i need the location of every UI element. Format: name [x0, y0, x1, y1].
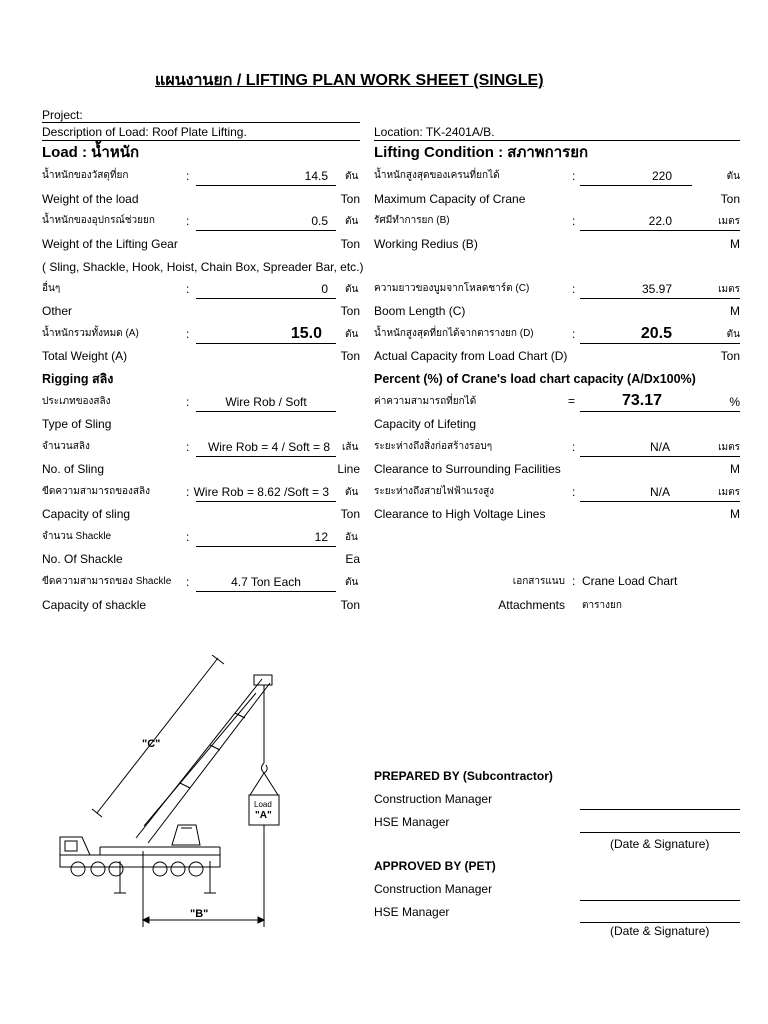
signature-line — [580, 900, 740, 901]
sling-type-label-th: ประเภทของสลิง — [42, 396, 111, 407]
rigging-heading: Rigging สลิง — [42, 372, 114, 386]
sling-count-value: Wire Rob = 4 / Soft = 8 — [207, 440, 330, 454]
unit-th: เมตร — [718, 284, 740, 295]
prepared-cm-label: Construction Manager — [374, 792, 493, 806]
unit-th: ตัน — [345, 216, 359, 227]
max-capacity-label-th: น้ำหนักสูงสุดของเครนที่ยกได้ — [374, 170, 500, 181]
divider — [374, 140, 740, 141]
equals-sign: = — [568, 394, 576, 408]
crane-illustration — [40, 655, 340, 935]
unit-en: Ton — [720, 349, 740, 363]
unit-en: M — [730, 237, 740, 251]
percent-unit: % — [729, 395, 740, 409]
unit-en: Ton — [340, 192, 360, 206]
unit-th: ตัน — [345, 487, 359, 498]
unit-th: ตัน — [726, 329, 740, 340]
shackle-capacity-label-th: ขีดความสามารถของ Shackle — [42, 576, 172, 587]
load-heading: Load : น้ำหนัก — [42, 144, 140, 161]
percent-heading: Percent (%) of Crane's load chart capacity (A/Dx100%) — [374, 372, 696, 386]
signature-line — [580, 809, 740, 810]
attachments-value: Crane Load Chart — [582, 574, 678, 588]
clearance-facilities-label-th: ระยะห่างถึงสิ่งก่อสร้างรอบๆ — [374, 441, 493, 452]
page-title: แผนงานยก / LIFTING PLAN WORK SHEET (SINGLE) — [155, 72, 544, 89]
signature-line — [580, 922, 740, 923]
unit-th: อัน — [345, 532, 358, 543]
clearance-voltage-label-th: ระยะห่างถึงสายไฟฟ้าแรงสูง — [374, 486, 495, 497]
unit-en: M — [730, 462, 740, 476]
prepared-hse-label: HSE Manager — [374, 815, 450, 829]
shackle-count-label: No. Of Shackle — [42, 552, 123, 566]
load-weight-label: Weight of the load — [42, 192, 139, 206]
percent-label: Capacity of Lifeting — [374, 417, 477, 431]
other-value: 0 — [321, 282, 328, 296]
working-radius-value: 22.0 — [648, 214, 672, 228]
unit-en: M — [730, 507, 740, 521]
unit-en: Ton — [340, 507, 360, 521]
unit-en: Ton — [340, 349, 360, 363]
sling-type-label: Type of Sling — [42, 417, 112, 431]
unit-th: เส้น — [342, 442, 359, 453]
clearance-voltage-value: N/A — [649, 485, 670, 499]
load-weight-value: 14.5 — [304, 169, 328, 183]
unit-en: M — [730, 304, 740, 318]
load-box-label: Load — [254, 800, 272, 809]
gear-weight-label-th: น้ำหนักของอุปกรณ์ช่วยยก — [42, 215, 155, 226]
total-label-th: น้ำหนักรวมทั้งหมด (A) — [42, 328, 139, 339]
unit-en: Ton — [340, 304, 360, 318]
unit-th: ตัน — [345, 577, 359, 588]
unit-en: Ton — [340, 598, 360, 612]
sling-capacity-value: Wire Rob = 8.62 /Soft = 3 — [193, 485, 329, 499]
boom-length-label-th: ความยาวของบูมจากโหลดชาร์ต (C) — [374, 283, 530, 294]
prepared-heading: PREPARED BY (Subcontractor) — [374, 769, 553, 783]
unit-en: Ton — [720, 192, 740, 206]
divider — [42, 140, 360, 141]
clearance-facilities-label: Clearance to Surrounding Facilities — [374, 462, 561, 476]
gear-weight-value: 0.5 — [311, 214, 328, 228]
shackle-count-label-th: จำนวน Shackle — [42, 531, 112, 542]
gear-weight-label: Weight of the Lifting Gear — [42, 237, 178, 251]
label-c: "C" — [142, 738, 161, 750]
unit-en: Line — [337, 462, 360, 476]
actual-capacity-label-th: น้ำหนักสูงสุดที่ยกได้จากตารางยก (D) — [374, 328, 534, 339]
unit-en: Ea — [345, 552, 360, 566]
approved-hse-label: HSE Manager — [374, 905, 450, 919]
unit-th: เมตร — [718, 487, 740, 498]
other-label-th: อื่นๆ — [42, 283, 61, 294]
sling-capacity-label: Capacity of sling — [42, 507, 131, 521]
shackle-count-value: 12 — [314, 530, 328, 544]
percent-label-th: ค่าความสามารถที่ยกได้ — [374, 396, 477, 407]
sling-capacity-label-th: ขีดความสามารถของสลิง — [42, 486, 151, 497]
sling-type-value: Wire Rob / Soft — [225, 395, 307, 409]
label-b: "B" — [190, 908, 209, 920]
crane-diagram — [40, 655, 340, 935]
load-description: Description of Load: Roof Plate Lifting. — [42, 125, 247, 139]
unit-th: ตัน — [345, 284, 359, 295]
unit-th: เมตร — [718, 442, 740, 453]
location: Location: TK-2401A/B. — [374, 125, 495, 139]
signature-line — [580, 832, 740, 833]
total-weight-value: 15.0 — [290, 325, 322, 342]
unit-en: Ton — [340, 237, 360, 251]
sling-count-label: No. of Sling — [42, 462, 105, 476]
percent-value: 73.17 — [621, 392, 663, 409]
working-radius-label-th: รัศมีทำการยก (B) — [374, 215, 450, 226]
total-label: Total Weight (A) — [42, 349, 128, 363]
approved-cm-label: Construction Manager — [374, 882, 493, 896]
gear-note: ( Sling, Shackle, Hook, Hoist, Chain Box, Spreader Bar, etc.) — [42, 260, 364, 274]
sling-count-label-th: จำนวนสลิง — [42, 441, 90, 452]
load-box-a: "A" — [255, 810, 272, 821]
prepared-date-signature: (Date & Signature) — [610, 837, 710, 851]
max-capacity-value: 220 — [651, 169, 672, 183]
load-weight-label-th: น้ำหนักของวัสดุที่ยก — [42, 170, 129, 181]
working-radius-label: Working Redius (B) — [374, 237, 478, 251]
max-capacity-label: Maximum Capacity of Crane — [374, 192, 526, 206]
unit-th: ตัน — [726, 171, 740, 182]
unit-th: ตัน — [345, 171, 359, 182]
other-label: Other — [42, 304, 73, 318]
clearance-voltage-label: Clearance to High Voltage Lines — [374, 507, 546, 521]
shackle-capacity-label: Capacity of shackle — [42, 598, 147, 612]
lifting-condition-heading: Lifting Condition : สภาพการยก — [374, 144, 589, 161]
approved-heading: APPROVED BY (PET) — [374, 859, 496, 873]
approved-date-signature: (Date & Signature) — [610, 924, 710, 938]
boom-length-value: 35.97 — [641, 282, 672, 296]
project-label: Project: — [42, 108, 83, 122]
actual-capacity-value: 20.5 — [640, 325, 672, 342]
attachments-value-th: ตารางยก — [582, 600, 622, 611]
boom-length-label: Boom Length (C) — [374, 304, 466, 318]
actual-capacity-label: Actual Capacity from Load Chart (D) — [374, 349, 568, 363]
divider — [42, 122, 360, 123]
attachments-label-th: เอกสารแนบ — [512, 576, 565, 587]
attachments-label: Attachments — [498, 598, 565, 612]
unit-th: เมตร — [718, 216, 740, 227]
unit-th: ตัน — [345, 329, 359, 340]
clearance-facilities-value: N/A — [649, 440, 670, 454]
shackle-capacity-value: 4.7 Ton Each — [231, 575, 301, 589]
